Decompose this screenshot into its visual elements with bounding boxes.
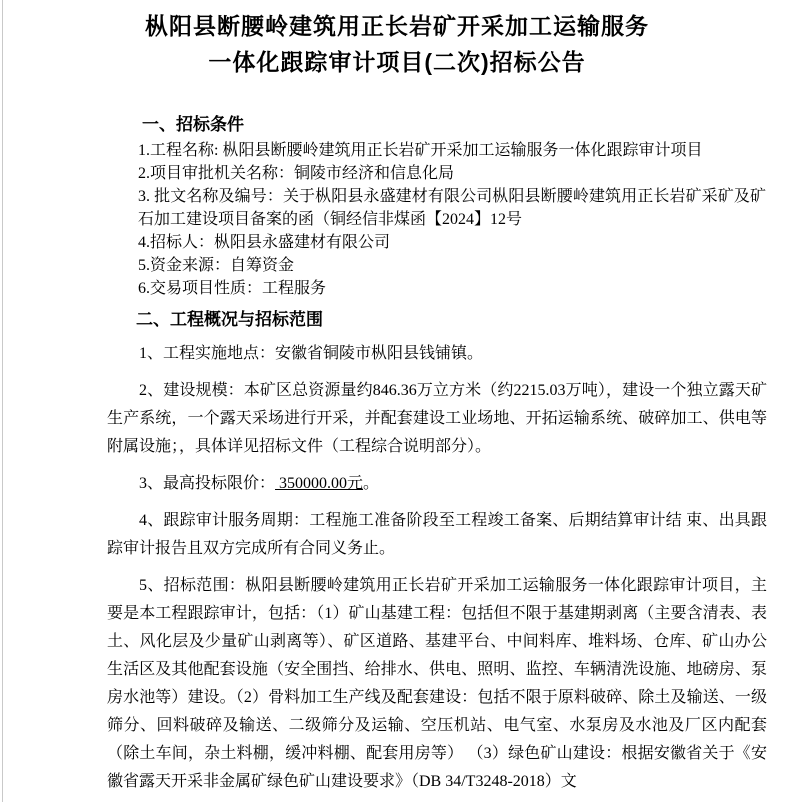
- underlined-value: 350000.00元: [275, 475, 364, 492]
- list-item: 2.项目审批机关名称：铜陵市经济和信息化局: [138, 165, 455, 182]
- list-item: 3. 批文名称及编号：关于枞阳县永盛建材有限公司枞阳县断腰岭建筑用正长岩矿采矿及矿石加工建设项目备案的函（铜经信非煤函【2024】12号: [138, 188, 766, 228]
- list-item: 4.招标人：枞阳县永盛建材有限公司: [138, 234, 391, 251]
- paragraph-text: 2、建设规模：本矿区总资源量约846.36万立方米（约2215.03万吨），建设一个独立露天矿生产系统，一个露天采场进行开采，并配套建设工业场地、开拓运输系统、破碎加工、供电等附属设施；，具体详见招标文件（工程综合说明部分）。: [107, 382, 767, 455]
- section-bidding-conditions: [138, 114, 766, 300]
- paragraph-text: 3、最高投标限价：: [139, 475, 276, 492]
- section-1-heading: 一、招标条件: [142, 115, 244, 134]
- paragraph: [107, 377, 767, 461]
- section-project-overview: [107, 309, 767, 796]
- paragraph: [107, 340, 767, 368]
- paragraph-text: 1、工程实施地点：安徽省铜陵市枞阳县钱铺镇。: [139, 345, 484, 362]
- paragraph-text: 。: [363, 475, 380, 492]
- paragraph: [107, 470, 767, 498]
- section-2-heading: 二、工程概况与招标范围: [136, 310, 323, 329]
- section-2-paragraphs: [107, 340, 767, 796]
- paragraph: [107, 572, 767, 796]
- document-title-line-1: 枞阳县断腰岭建筑用正长岩矿开采加工运输服务: [145, 13, 649, 39]
- list-item: 6.交易项目性质：工程服务: [138, 280, 327, 297]
- paragraph: [107, 507, 767, 563]
- document-title-line-2: 一体化跟踪审计项目(二次)招标公告: [208, 49, 586, 75]
- paragraph-text: 4、跟踪审计服务周期：工程施工准备阶段至工程竣工备案、后期结算审计结 束、出具跟踪审计报告且双方完成所有合同义务止。: [107, 512, 767, 557]
- page-left-border: [2, 0, 3, 802]
- list-item: 1.工程名称: 枞阳县断腰岭建筑用正长岩矿开采加工运输服务一体化跟踪审计项目: [138, 142, 703, 159]
- document-title: [0, 0, 794, 80]
- list-item: 5.资金来源：自筹资金: [138, 257, 295, 274]
- paragraph-text: 5、招标范围：枞阳县断腰岭建筑用正长岩矿开采加工运输服务一体化跟踪审计项目，主要是本工程跟踪审计，包括：（1）矿山基建工程：包括但不限于基建期剥离（主要含清表、表土、风化层及少量矿山剥离等）、矿区道路、基建平台、中间料库、堆料场、仓库、矿山办公生活区及其他配套设施（安全围挡、给排水、供电、照明、监控、车辆清洗设施、地磅房、泵房水池等）建设。（2）骨料加工生产线及配套建设：包括不限于原料破碎、除土及输送、一级筛分、回料破碎及输送、二级筛分及运输、空压机站、电气室、水泵房及水池及厂区内配套（除土车间，杂土料棚，缓冲料棚、配套用房等） （3）绿色矿山建设：根据安徽省关于《安徽省露天开采非金属矿绿色矿山建设要求》（DB 34/T3248-2018）文: [107, 577, 767, 790]
- section-1-items: [138, 139, 766, 300]
